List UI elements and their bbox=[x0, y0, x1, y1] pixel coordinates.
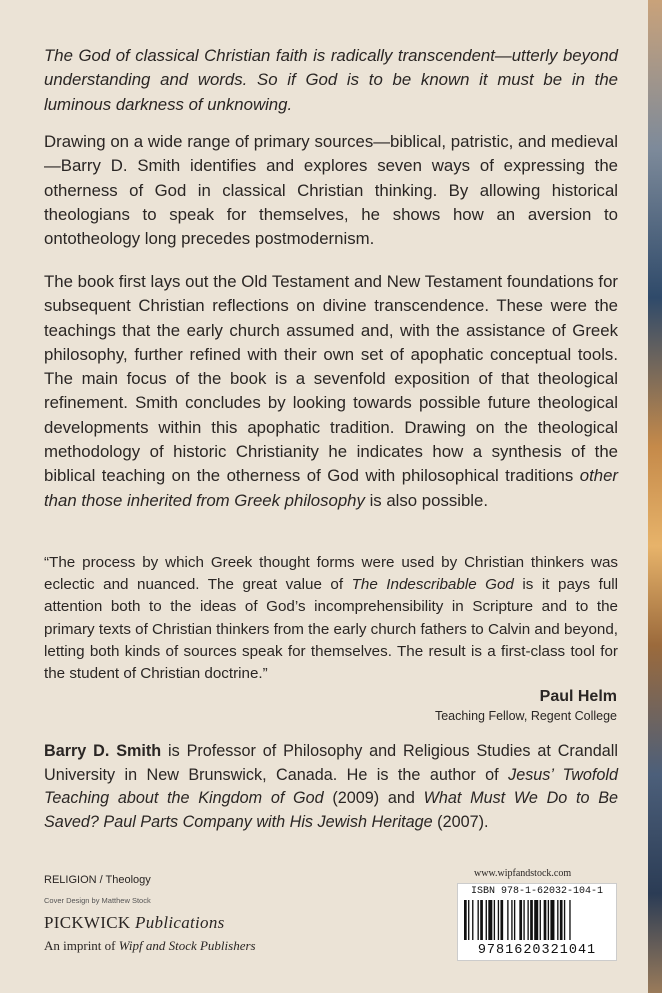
barcode-bar bbox=[488, 900, 492, 940]
barcode-bar bbox=[468, 900, 469, 940]
barcode-bar bbox=[478, 900, 479, 940]
barcode-bar bbox=[519, 900, 522, 940]
barcode-bar bbox=[511, 900, 512, 940]
description-paragraph-2 bbox=[44, 270, 618, 513]
intro-text: The God of classical Christian faith is radically transcendent—utterly beyond understanding and words. So if God is to be known it must be in the luminous darkness of unknowing. bbox=[44, 46, 618, 114]
publisher-logo bbox=[44, 913, 225, 933]
para2-main: The book first lays out the Old Testament and New Testament foundations for subsequent Christian reflections on divine transcendence. These were the teachings that the early church assumed and, with the assistance of Greek philosophy, further refined with their own set of apophatic conceptual tools. The main focus of the book is a sevenfold exposition of that theological refinement. Smith concludes by looking towards possible future theological developments within this apophatic tradition. Drawing on the theological methodology of historic Christianity he indicates how a synthesis of the biblical teaching on the otherness of God with philosophical traditions bbox=[44, 272, 618, 486]
publisher-name: PICKWICK bbox=[44, 913, 131, 932]
barcode-bar bbox=[527, 900, 528, 940]
barcode-bar bbox=[523, 900, 524, 940]
bio-book2: What Must We Do to Be Saved? Paul Parts Company with His Jewish Heritage bbox=[44, 789, 619, 831]
barcode-bar bbox=[498, 900, 499, 940]
imprint-publisher: Wipf and Stock Publishers bbox=[118, 938, 256, 953]
barcode-bar bbox=[514, 900, 515, 940]
para1-text: Drawing on a wide range of primary sources—biblical, patristic, and medieval—Barry D. Smith identifies and explores seven ways of expressing the otherness of God in classical Christian thinking. By allowing historical theologians to speak for themselves, he shows how an aversion to ontotheology long precedes postmodernism. bbox=[44, 132, 618, 249]
barcode-number: 9781620321041 bbox=[477, 943, 597, 958]
endorser-name: Paul Helm bbox=[539, 688, 617, 705]
barcode-bar bbox=[486, 900, 487, 940]
endorsement-quote bbox=[44, 552, 618, 685]
cover-credit: Cover Design by Matthew Stock bbox=[44, 896, 151, 905]
barcode-bar bbox=[480, 900, 483, 940]
imprint-line bbox=[44, 938, 256, 954]
category-label: RELIGION / Theology bbox=[44, 874, 151, 886]
barcode-bar bbox=[569, 900, 570, 940]
author-bio bbox=[44, 740, 618, 834]
bio-text2: (2009) and bbox=[323, 789, 424, 807]
barcode-bar bbox=[494, 900, 495, 940]
barcode-bar bbox=[560, 900, 563, 940]
cover-art-edge bbox=[648, 0, 662, 993]
barcode-bars bbox=[464, 900, 610, 940]
barcode-bar bbox=[464, 900, 467, 940]
intro-paragraph bbox=[44, 44, 618, 117]
para2-italic: other than those inherited from Greek philosophy bbox=[44, 466, 618, 510]
quote-book-title: The Indescribable God bbox=[351, 576, 514, 594]
barcode-bar bbox=[540, 900, 541, 940]
bio-book1: Jesus’ Twofold Teaching about the Kingdom of God bbox=[44, 765, 618, 807]
endorser-title: Teaching Fellow, Regent College bbox=[434, 709, 617, 723]
barcode-bar bbox=[550, 900, 554, 940]
barcode-bar bbox=[472, 900, 473, 940]
barcode-bar bbox=[500, 900, 503, 940]
para2-end: is also possible. bbox=[364, 490, 489, 510]
barcode-bar bbox=[557, 900, 558, 940]
isbn-barcode bbox=[457, 883, 617, 961]
barcode-bar bbox=[507, 900, 508, 940]
description-paragraph-1 bbox=[44, 130, 618, 251]
website-url: www.wipfandstock.com bbox=[474, 868, 572, 879]
isbn-label: ISBN 978-1-62032-104-1 bbox=[470, 886, 604, 897]
barcode-bar bbox=[564, 900, 565, 940]
bio-text bbox=[44, 740, 618, 834]
barcode-bar bbox=[534, 900, 538, 940]
quote-text bbox=[44, 552, 618, 685]
imprint-prefix: An imprint of bbox=[44, 938, 119, 953]
barcode-bar bbox=[548, 900, 549, 940]
bio-text3: (2007). bbox=[432, 812, 489, 831]
quote-start: “The process by which Greek thought forms were used by Christian thinkers was eclectic and nuanced. The great value of bbox=[44, 554, 618, 594]
para2-text bbox=[44, 270, 618, 513]
bio-text1: is Professor of Philosophy and Religious Studies at Crandall University in New Brunswick, Canada. He is the author of bbox=[44, 742, 618, 784]
bio-name: Barry D. Smith bbox=[44, 742, 162, 760]
quote-rest: is it pays full attention both to the ideas of God’s incomprehensibility in Scripture and to the primary texts of Christian thinkers from the early church fathers to Calvin and beyond, letting both kinds of sources speak for themselves. The result is a first-class tool for the student of Christian doctrine.” bbox=[44, 576, 619, 683]
barcode-bar bbox=[544, 900, 547, 940]
publisher-series: Publications bbox=[135, 913, 225, 932]
barcode-bar bbox=[530, 900, 533, 940]
